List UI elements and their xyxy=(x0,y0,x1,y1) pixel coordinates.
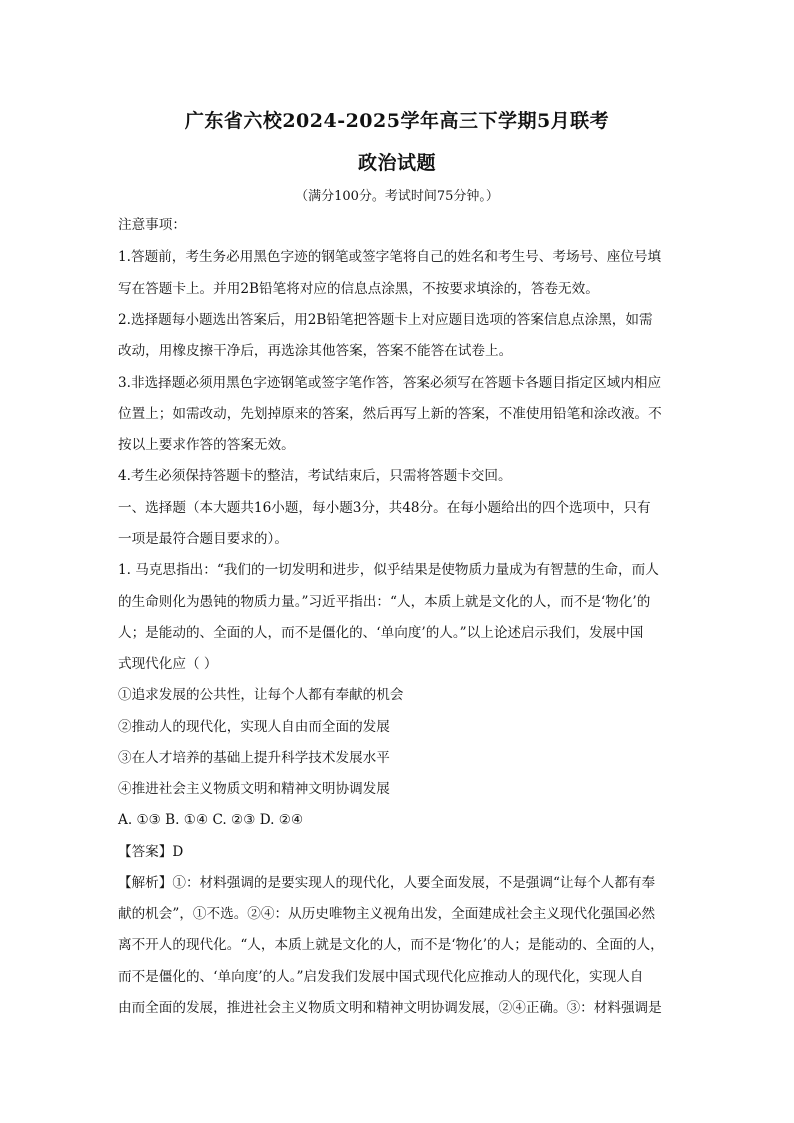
notice-line: 3.非选择题必须用黑色字迹钢笔或签字笔作答，答案必须写在答题卡各题目指定区域内相应 xyxy=(118,375,662,391)
document-subject-title: 政治试题 xyxy=(357,152,436,174)
notice-line: 1.答题前，考生务必用黑色字迹的钢笔或签字笔将自己的姓名和考生号、考场号、座位号填 xyxy=(118,249,662,265)
analysis-line: 而不是僵化的、‘单向度’的人。”启发我们发展中国式现代化应推动人的现代化，实现人自 xyxy=(118,969,644,985)
document-title: 广东省六校2024-2025学年高三下学期5月联考 xyxy=(184,110,610,132)
question-stem: 的生命则化为愚钝的物质力量。”习近平指出：“人，本质上就是文化的人，而不是‘物化’的 xyxy=(118,594,651,610)
notice-line: 写在答题卡上。并用2B铅笔将对应的信息点涂黑，不按要求填涂的，答卷无效。 xyxy=(118,281,599,297)
question-stem: 式现代化应（ ） xyxy=(118,656,218,672)
analysis-line: 由而全面的发展，推进社会主义物质文明和精神文明协调发展，②④正确。③：材料强调是 xyxy=(118,1000,662,1016)
question-stem: 人；是能动的、全面的人，而不是僵化的、‘单向度’的人。”以上论述启示我们，发展中国 xyxy=(118,625,644,641)
notice-line: 2.选择题每小题选出答案后，用2B铅笔把答题卡上对应题目选项的答案信息点涂黑，如需 xyxy=(118,312,653,328)
analysis-line: 献的机会”，①不选。②④：从历史唯物主义视角出发，全面建成社会主义现代化强国必然 xyxy=(118,906,656,922)
section-heading: 一项是最符合题目要求的）。 xyxy=(118,531,288,547)
notice-line: 改动，用橡皮擦干净后，再选涂其他答案，答案不能答在试卷上。 xyxy=(118,343,513,359)
section-heading: 一、选择题（本大题共16小题，每小题3分，共48分。在每小题给出的四个选项中，只有 xyxy=(118,500,651,516)
answer-choices: A. ①③ B. ①④ C. ②③ D. ②④ xyxy=(118,812,304,828)
exam-info: （满分100分。考试时间75分钟。） xyxy=(295,189,499,204)
notice-line: 按以上要求作答的答案无效。 xyxy=(118,437,295,453)
answer-key: 【答案】D xyxy=(118,844,184,860)
question-option: ①追求发展的公共性，让每个人都有奉献的机会 xyxy=(118,687,404,703)
analysis-line: 离不开人的现代化。“人，本质上就是文化的人，而不是‘物化’的人；是能动的、全面的人， xyxy=(118,937,664,953)
notice-line: 4.考生必须保持答题卡的整洁，考试结束后，只需将答题卡交回。 xyxy=(118,468,512,484)
question-option: ③在人才培养的基础上提升科学技术发展水平 xyxy=(118,750,390,766)
notice-line: 位置上；如需改动，先划掉原来的答案，然后再写上新的答案，不准使用铅笔和涂改液。不 xyxy=(118,406,662,422)
question-option: ④推进社会主义物质文明和精神文明协调发展 xyxy=(118,781,390,797)
notice-heading: 注意事项： xyxy=(118,217,186,233)
question-stem: 1. 马克思指出：“我们的一切发明和进步，似乎结果是使物质力量成为有智慧的生命，而人 xyxy=(118,562,659,578)
question-option: ②推动人的现代化，实现人自由而全面的发展 xyxy=(118,719,390,735)
analysis-line: 【解析】①：材料强调的是要实现人的现代化，人要全面发展，不是强调“让每个人都有奉 xyxy=(118,875,656,891)
